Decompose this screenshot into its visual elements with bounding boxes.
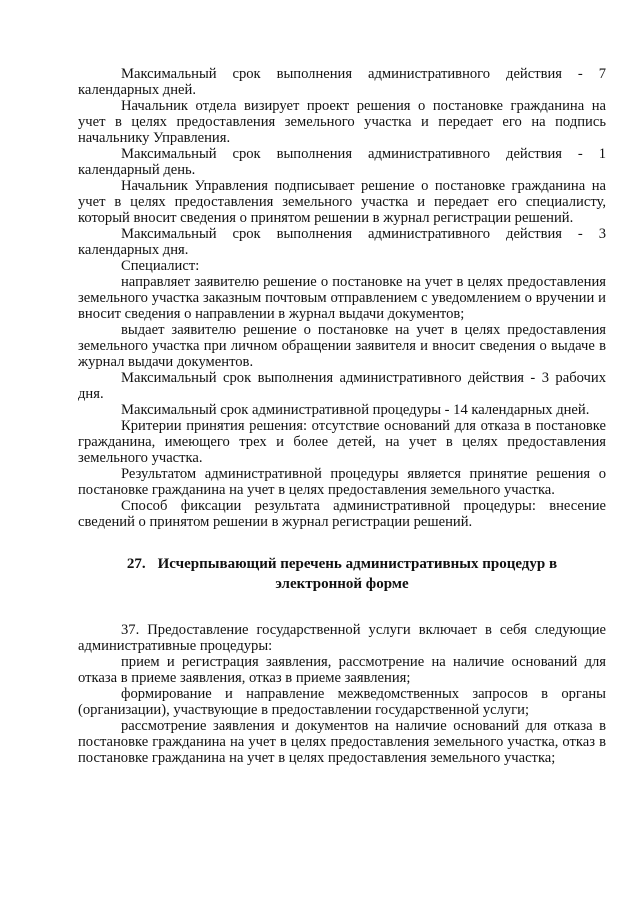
section-heading <box>78 554 606 594</box>
paragraph-procedure-max-term: Максимальный срок административной процедуры - 14 календарных дней. <box>121 402 590 418</box>
paragraph-sends-decision: направляет заявителю решение о постановке на учет в целях предоставления земельного участка заказным почтовым отправлением с уведомлением о вручении и вносит сведения о направлении в журнал выдачи документов; <box>78 274 606 322</box>
paragraph-result-fixation: Способ фиксации результата административной процедуры: внесение сведений о принятом решении в журнал регистрации решений. <box>78 498 606 530</box>
paragraph-specialist: Специалист: <box>121 258 200 274</box>
paragraph-interagency-requests: формирование и направление межведомственных запросов в органы (организации), участвующие в предоставлении государственной услуги; <box>78 686 606 718</box>
paragraph-reception-registration: прием и регистрация заявления, рассмотрение на наличие оснований для отказа в приеме заявления, отказ в приеме заявления; <box>78 654 606 686</box>
section-number: 27. <box>126 556 146 572</box>
document-body <box>78 66 606 766</box>
paragraph-max-term-3-days: Максимальный срок выполнения административного действия - 3 календарных дня. <box>78 226 606 258</box>
section-title: Исчерпывающий перечень административных процедур в электронной форме <box>157 556 558 592</box>
paragraph-37-procedures-intro: 37. Предоставление государственной услуги включает в себя следующие административные процедуры: <box>78 622 606 654</box>
section-spacer <box>78 594 606 622</box>
paragraph-decision-criteria: Критерии принятия решения: отсутствие оснований для отказа в постановке гражданина, имеющего трех и более детей, на учет в целях предоставления земельного участка. <box>78 418 606 466</box>
paragraph-issues-decision: выдает заявителю решение о постановке на учет в целях предоставления земельного участка при личном обращении заявителя и вносит сведения о выдаче в журнал выдачи документов. <box>78 322 606 370</box>
paragraph-review-documents: рассмотрение заявления и документов на наличие оснований для отказа в постановке гражданина на учет в целях предоставления земельного участка, отказ в постановке гражданина на учет в целях предоставления земельного участка; <box>78 718 606 766</box>
paragraph-department-head-approves: Начальник отдела визирует проект решения о постановке гражданина на учет в целях предоставления земельного участка и передает его на подпись начальнику Управления. <box>78 98 606 146</box>
paragraph-max-term-1-day: Максимальный срок выполнения административного действия - 1 календарный день. <box>78 146 606 178</box>
paragraph-max-term-3-working-days: Максимальный срок выполнения административного действия - 3 рабочих дня. <box>78 370 606 402</box>
paragraph-administration-head-signs: Начальник Управления подписывает решение о постановке гражданина на учет в целях предоставления земельного участка и передает его специалисту, который вносит сведения о принятом решении в журнал регистрации решений. <box>78 178 606 226</box>
paragraph-procedure-result: Результатом административной процедуры является принятие решения о постановке гражданина на учет в целях предоставления земельного участка. <box>78 466 606 498</box>
paragraph-max-term-7-days: Максимальный срок выполнения административного действия - 7 календарных дней. <box>78 66 606 98</box>
